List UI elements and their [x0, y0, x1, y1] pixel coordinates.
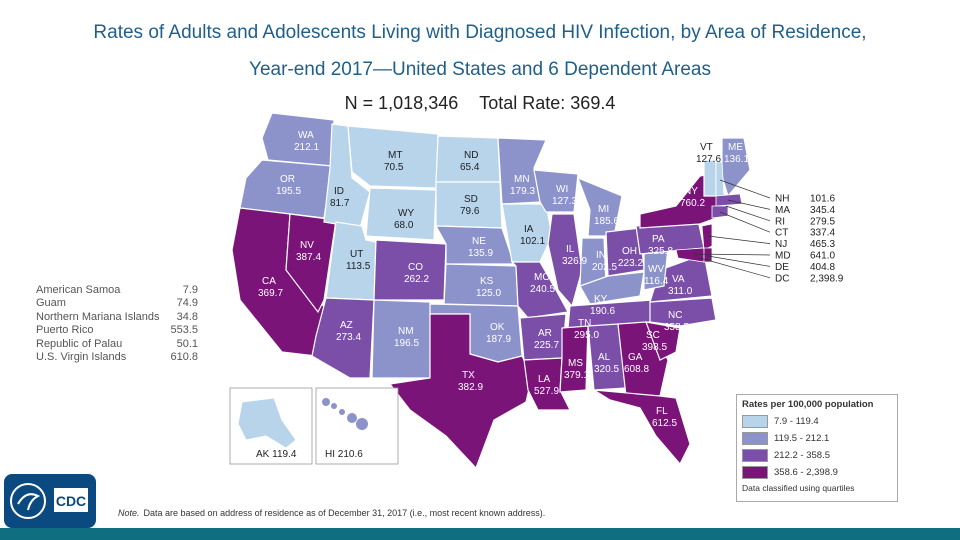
title-line-1: Rates of Adults and Adolescents Living with Diagnosed HIV Infection, by Area of Residence,	[93, 22, 867, 43]
callout-rate-nj: 465.3	[810, 239, 836, 251]
state-label-or: OR 195.5	[276, 174, 302, 197]
hawaii-island-3	[347, 413, 357, 423]
callout-rate-ct: 337.4	[810, 227, 836, 239]
hawaii-island-4	[356, 418, 368, 430]
map-legend	[736, 394, 898, 502]
state-label-la: LA 527.9	[534, 374, 560, 397]
legend-swatch	[742, 432, 768, 445]
territory-row	[36, 284, 198, 297]
title-line-2: Year-end 2017—United States and 6 Dependent Areas	[249, 59, 711, 80]
callout-line-nj	[708, 236, 770, 244]
state-label-mo: MO 240.5	[530, 272, 556, 295]
hhs-eagle-icon	[11, 484, 45, 518]
state-label-pa: PA 325.8	[648, 234, 674, 257]
legend-label: 212.2 - 358.5	[774, 450, 830, 461]
state-label-fl: FL 612.5	[652, 406, 678, 429]
state-label-in: IN 202.5	[592, 250, 618, 273]
callout-abbr-ct: CT	[775, 227, 789, 239]
state-label-oh: OH 223.2	[618, 246, 644, 269]
territory-rate: 50.1	[176, 337, 198, 350]
state-label-me: ME 136.1	[724, 142, 750, 165]
callout-abbr-dc: DC	[775, 273, 790, 285]
territory-name: American Samoa	[36, 284, 121, 296]
state-label-ks: KS 125.0	[476, 276, 502, 299]
callout-rate-md: 641.0	[810, 250, 836, 262]
territory-rate: 553.5	[170, 324, 198, 337]
callout-rate-ma: 345.4	[810, 204, 836, 216]
territory-row	[36, 351, 198, 364]
state-label-nm: NM 196.5	[394, 326, 420, 349]
callout-rate-de: 404.8	[810, 261, 836, 273]
callout-abbr-de: DE	[775, 261, 789, 273]
state-label-al: AL 320.5	[594, 352, 620, 375]
legend-item	[742, 466, 897, 479]
legend-label: 358.6 - 2,398.9	[774, 467, 838, 478]
legend-item	[742, 432, 897, 445]
territory-rate: 74.9	[176, 297, 198, 310]
cdc-logo	[4, 474, 96, 528]
legend-swatch	[742, 415, 768, 428]
callout-abbr-nj: NJ	[775, 239, 788, 251]
state-label-ok: OK 187.9	[486, 322, 512, 345]
territory-name: Guam	[36, 297, 66, 310]
state-vt	[704, 160, 716, 196]
state-label-ky: KY 190.6	[590, 294, 616, 317]
callout-rate-dc: 2,398.9	[810, 273, 844, 285]
territory-name: Northern Mariana Islands	[36, 310, 160, 323]
legend-swatch	[742, 449, 768, 462]
callout-line-de	[708, 256, 770, 266]
state-label-nc: NC 358.5	[664, 310, 690, 333]
legend-label: 7.9 - 119.4	[774, 416, 819, 427]
bottom-bar	[0, 528, 960, 540]
hawaii-island-1	[331, 403, 337, 409]
state-label-va: VA 311.0	[668, 274, 693, 297]
state-label-mn: MN 179.3	[510, 174, 536, 197]
footnote	[118, 508, 545, 518]
territory-row	[36, 324, 198, 337]
state-label-wy: WY 68.0	[394, 208, 415, 231]
state-label-ny: NY 760.2	[680, 186, 706, 209]
state-label-sc: SC 398.5	[642, 330, 668, 353]
state-label-ca: CA 369.7	[258, 276, 284, 299]
territory-row	[36, 338, 198, 351]
territories-list	[36, 284, 198, 364]
state-label-ne: NE 135.9	[468, 236, 494, 259]
state-label-wv: WV 116.4	[644, 264, 669, 287]
callout-rate-ri: 279.5	[810, 216, 836, 228]
territory-rate: 610.8	[170, 351, 198, 364]
state-label-il: IL 326.9	[562, 244, 588, 267]
state-nj	[702, 224, 712, 250]
territory-name: Republic of Palau	[36, 337, 123, 350]
total-rate: Total Rate: 369.4	[479, 93, 616, 113]
state-label-co: CO 262.2	[404, 262, 430, 285]
territory-name: U.S. Virgin Islands	[36, 351, 127, 364]
state-label-vt: VT 127.6	[696, 142, 722, 165]
callout-abbr-ri: RI	[775, 216, 785, 228]
state-label-mi: MI 185.6	[594, 204, 620, 227]
n-total: N = 1,018,346	[344, 93, 459, 113]
legend-swatch	[742, 466, 768, 479]
callout-abbr-ma: MA	[775, 204, 790, 216]
state-label-mt: MT 70.5	[384, 150, 404, 173]
territory-rate: 34.8	[176, 310, 198, 323]
legend-footnote: Data classified using quartiles	[742, 483, 855, 493]
state-label-wi: WI 127.3	[552, 184, 578, 207]
state-label-nd: ND 65.4	[460, 150, 480, 173]
state-label-tn: TN 295.0	[574, 318, 600, 341]
state-sd	[436, 182, 502, 228]
callout-line-dc	[700, 258, 770, 278]
legend-title: Rates per 100,000 population	[742, 399, 874, 410]
state-label-az: AZ 273.4	[336, 320, 362, 343]
state-label-ia: IA 102.1	[520, 224, 546, 247]
territory-name: Puerto Rico	[36, 324, 94, 337]
callout-abbr-md: MD	[775, 250, 791, 262]
legend-label: 119.5 - 212.1	[774, 433, 830, 444]
hawaii-island-0	[322, 398, 330, 406]
territory-rate: 7.9	[182, 284, 198, 296]
state-label-ms: MS 379.1	[564, 358, 590, 381]
state-label-ut: UT 113.5	[346, 249, 371, 272]
territory-row	[36, 311, 198, 324]
hawaii-island-2	[339, 409, 345, 415]
state-md	[676, 248, 704, 262]
state-label-tx: TX 382.9	[458, 370, 484, 393]
state-label-hi: HI 210.6	[325, 449, 363, 460]
svg-text:CDC: CDC	[55, 493, 87, 509]
legend-item	[742, 415, 897, 428]
state-label-sd: SD 79.6	[460, 194, 480, 217]
state-label-ak: AK 119.4	[256, 449, 297, 460]
state-label-wa: WA 212.1	[294, 130, 320, 153]
callout-line-ct	[720, 212, 770, 232]
territory-row	[36, 297, 198, 310]
note-text: Data are based on address of residence as of December 31, 2017 (i.e., most recent known address).	[143, 508, 546, 518]
callout-rate-nh: 101.6	[810, 193, 836, 205]
note-label: Note.	[118, 508, 140, 518]
state-label-id: ID 81.7	[330, 186, 350, 209]
state-label-ga: GA 608.8	[624, 352, 650, 375]
callout-abbr-nh: NH	[775, 193, 790, 205]
state-label-nv: NV 387.4	[296, 240, 322, 263]
state-label-ar: AR 225.7	[534, 328, 560, 351]
legend-item	[742, 449, 897, 462]
